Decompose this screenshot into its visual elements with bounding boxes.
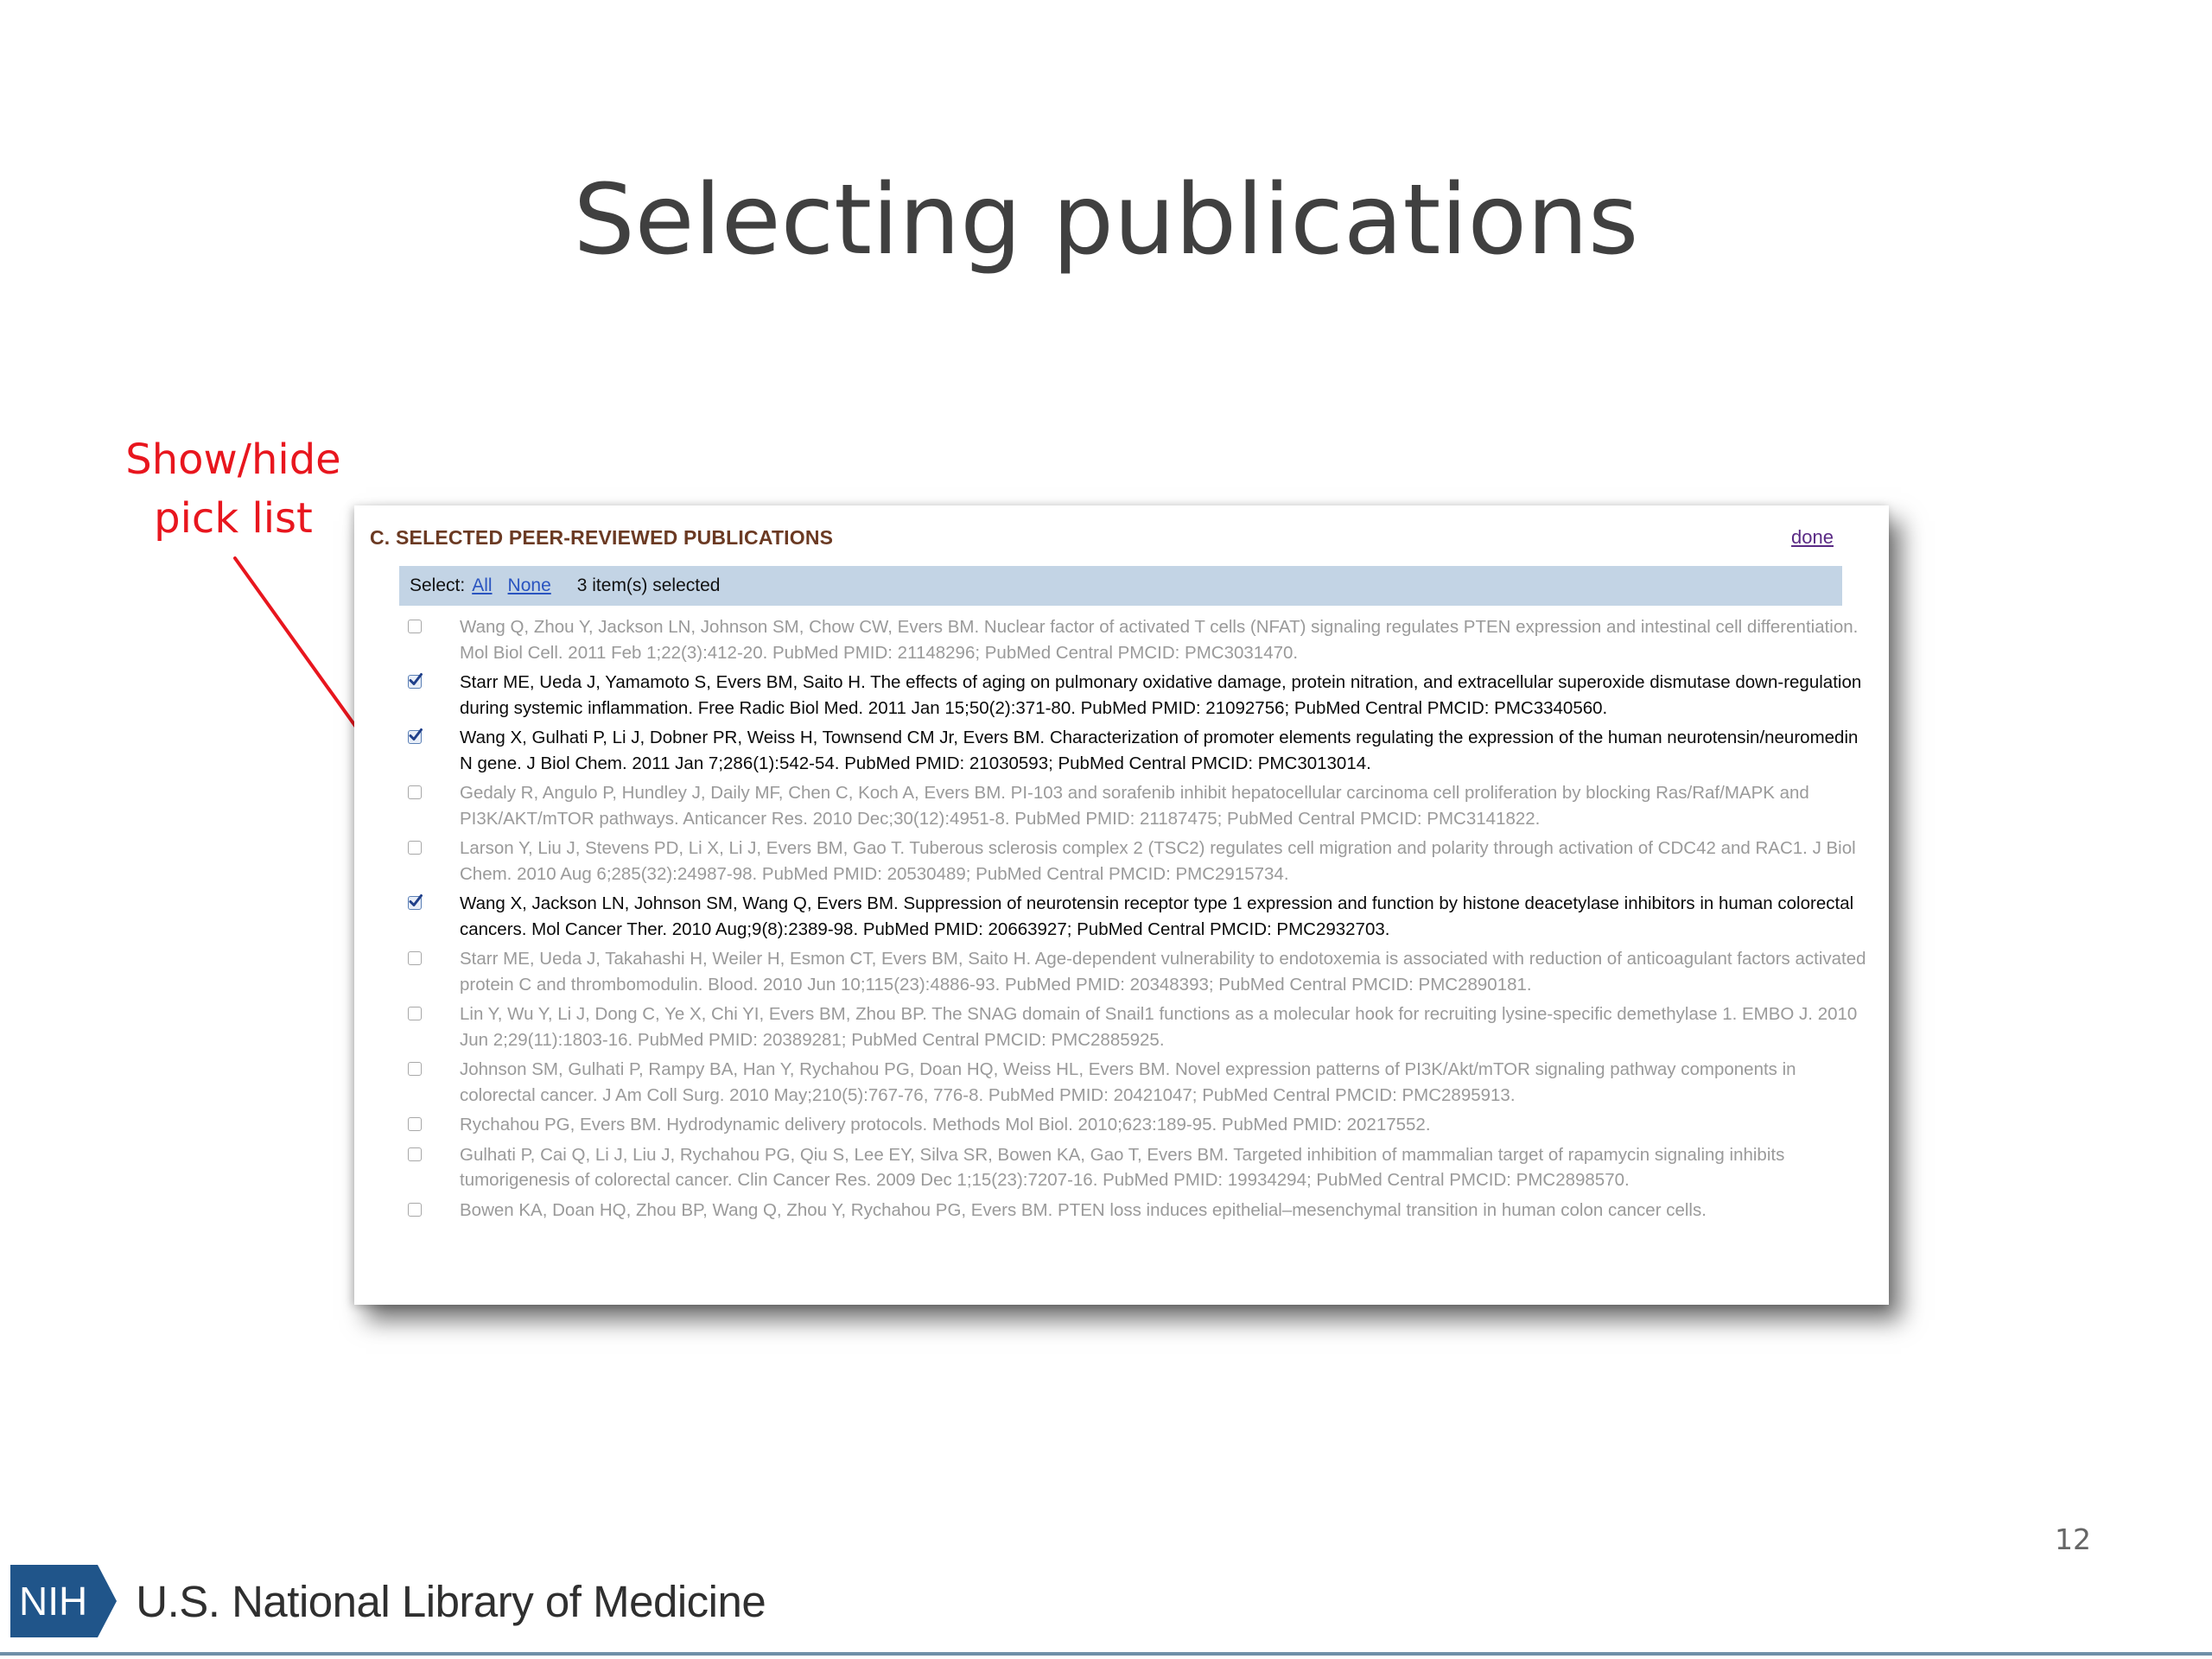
select-label: Select: (410, 575, 466, 595)
publication-checkbox[interactable] (408, 620, 422, 633)
publication-checkbox[interactable] (408, 1007, 422, 1020)
publication-item (399, 670, 1868, 721)
publication-citation: Wang X, Gulhati P, Li J, Dobner PR, Weiss H, Townsend CM Jr, Evers BM. Characterization of promoter elements regulating the expression of the human neurotensin/neuromedin N gene. J Biol Chem. 2011 Jan 7;286(1):542-54. PubMed PMID: 21030593; PubMed Central PMCID: PMC3013014. (460, 728, 1859, 773)
publication-item (399, 614, 1868, 665)
publication-checkbox[interactable] (408, 951, 422, 965)
annotation-line-2: pick list (154, 494, 313, 543)
select-none-link[interactable]: None (507, 575, 551, 595)
publication-item (399, 1057, 1868, 1108)
selected-count: 3 item(s) selected (576, 575, 721, 595)
publication-checkbox[interactable] (408, 1147, 422, 1161)
publication-checkbox[interactable] (408, 730, 422, 744)
publication-item (399, 891, 1868, 942)
publication-item (399, 946, 1868, 997)
publications-panel (354, 505, 1889, 1305)
annotation-line-1: Show/hide (125, 435, 341, 484)
publication-item (399, 836, 1868, 887)
nlm-logo (10, 1562, 766, 1640)
publication-checkbox[interactable] (408, 841, 422, 855)
publication-item (399, 1112, 1868, 1138)
publication-list (399, 614, 1868, 1227)
publication-item (399, 780, 1868, 831)
publication-citation: Johnson SM, Gulhati P, Rampy BA, Han Y, Rychahou PG, Doan HQ, Weiss HL, Evers BM. Novel expression patterns of PI3K/Akt/mTOR signaling pathway components in colorectal cancer. J Am Coll Surg. 2010 May;210(5):767-76, 776-8. PubMed PMID: 20421047; PubMed Central PMCID: PMC2895913. (460, 1059, 1796, 1105)
page-number: 12 (2055, 1522, 2091, 1556)
annotation-callout (95, 430, 372, 548)
publication-citation: Bowen KA, Doan HQ, Zhou BP, Wang Q, Zhou Y, Rychahou PG, Evers BM. PTEN loss induces epithelial–mesenchymal transition in human colon cancer cells. (460, 1199, 1707, 1220)
publication-citation: Starr ME, Ueda J, Yamamoto S, Evers BM, Saito H. The effects of aging on pulmonary oxidative damage, protein nitration, and extracellular superoxide dismutase down-regulation during systemic inflammation. Free Radic Biol Med. 2011 Jan 15;50(2):371-80. PubMed PMID: 21092756; PubMed Central PMCID: PMC3340560. (460, 672, 1862, 718)
nih-chevron-icon (98, 1565, 117, 1637)
publication-citation: Starr ME, Ueda J, Takahashi H, Weiler H, Esmon CT, Evers BM, Saito H. Age-dependent vulnerability to endotoxemia is associated with reduction of anticoagulant factors activated protein C and thrombomodulin. Blood. 2010 Jun 10;115(23):4886-93. PubMed PMID: 20348393; PubMed Central PMCID: PMC2890181. (460, 949, 1866, 995)
panel-header (370, 526, 1873, 554)
publication-checkbox[interactable] (408, 1062, 422, 1076)
publication-citation: Lin Y, Wu Y, Li J, Dong C, Ye X, Chi YI, Evers BM, Zhou BP. The SNAG domain of Snail1 functions as a molecular hook for recruiting lysine-specific demethylase 1. EMBO J. 2010 Jun 2;29(11):1803-16. PubMed PMID: 20389281; PubMed Central PMCID: PMC2885925. (460, 1004, 1858, 1050)
panel-heading: C. SELECTED PEER-REVIEWED PUBLICATIONS (370, 526, 834, 549)
select-bar (399, 566, 1842, 606)
publication-citation: Larson Y, Liu J, Stevens PD, Li X, Li J, Evers BM, Gao T. Tuberous sclerosis complex 2 (TSC2) regulates cell migration and polarity through activation of CDC42 and RAC1. J Biol Chem. 2010 Aug 6;285(32):24987-98. PubMed PMID: 20530489; PubMed Central PMCID: PMC2915734. (460, 838, 1856, 884)
done-link[interactable]: done (1791, 526, 1834, 548)
organization-name: U.S. National Library of Medicine (136, 1576, 766, 1626)
publication-item (399, 1001, 1868, 1052)
checkmark-icon (408, 672, 423, 688)
publication-checkbox[interactable] (408, 1117, 422, 1131)
footer-divider (0, 1652, 2212, 1656)
checkmark-icon (408, 728, 423, 743)
publication-citation: Gulhati P, Cai Q, Li J, Liu J, Rychahou PG, Qiu S, Lee EY, Silva SR, Bowen KA, Gao T, Evers BM. Targeted inhibition of mammalian target of rapamycin signaling inhibits tumorigenesis of colorectal cancer. Clin Cancer Res. 2009 Dec 1;15(23):7207-16. PubMed PMID: 19934294; PubMed Central PMCID: PMC2898570. (460, 1144, 1785, 1190)
publication-checkbox[interactable] (408, 675, 422, 689)
publication-item (399, 1142, 1868, 1193)
publication-checkbox[interactable] (408, 785, 422, 799)
publication-checkbox[interactable] (408, 896, 422, 910)
nih-label: NIH (10, 1565, 98, 1637)
publication-checkbox[interactable] (408, 1203, 422, 1217)
publication-citation: Wang Q, Zhou Y, Jackson LN, Johnson SM, Chow CW, Evers BM. Nuclear factor of activated T cells (NFAT) signaling regulates PTEN expression and intestinal cell differentiation. Mol Biol Cell. 2011 Feb 1;22(3):412-20. PubMed PMID: 21148296; PubMed Central PMCID: PMC3031470. (460, 617, 1859, 663)
publication-citation: Wang X, Jackson LN, Johnson SM, Wang Q, Evers BM. Suppression of neurotensin receptor type 1 expression and function by histone deacetylase inhibitors in human colorectal cancers. Mol Cancer Ther. 2010 Aug;9(8):2389-98. PubMed PMID: 20663927; PubMed Central PMCID: PMC2932703. (460, 893, 1854, 939)
select-all-link[interactable]: All (472, 575, 493, 595)
publication-citation: Gedaly R, Angulo P, Hundley J, Daily MF, Chen C, Koch A, Evers BM. PI-103 and sorafenib inhibit hepatocellular carcinoma cell proliferation by blocking Ras/Raf/MAPK and PI3K/AKT/mTOR pathways. Anticancer Res. 2010 Dec;30(12):4951-8. PubMed PMID: 21187475; PubMed Central PMCID: PMC3141822. (460, 783, 1809, 829)
publication-item (399, 1198, 1868, 1224)
checkmark-icon (408, 893, 423, 909)
publication-item (399, 725, 1868, 776)
publication-citation: Rychahou PG, Evers BM. Hydrodynamic delivery protocols. Methods Mol Biol. 2010;623:189-95. PubMed PMID: 20217552. (460, 1115, 1431, 1135)
nih-badge (10, 1565, 117, 1637)
slide-title: Selecting publications (573, 164, 1639, 276)
